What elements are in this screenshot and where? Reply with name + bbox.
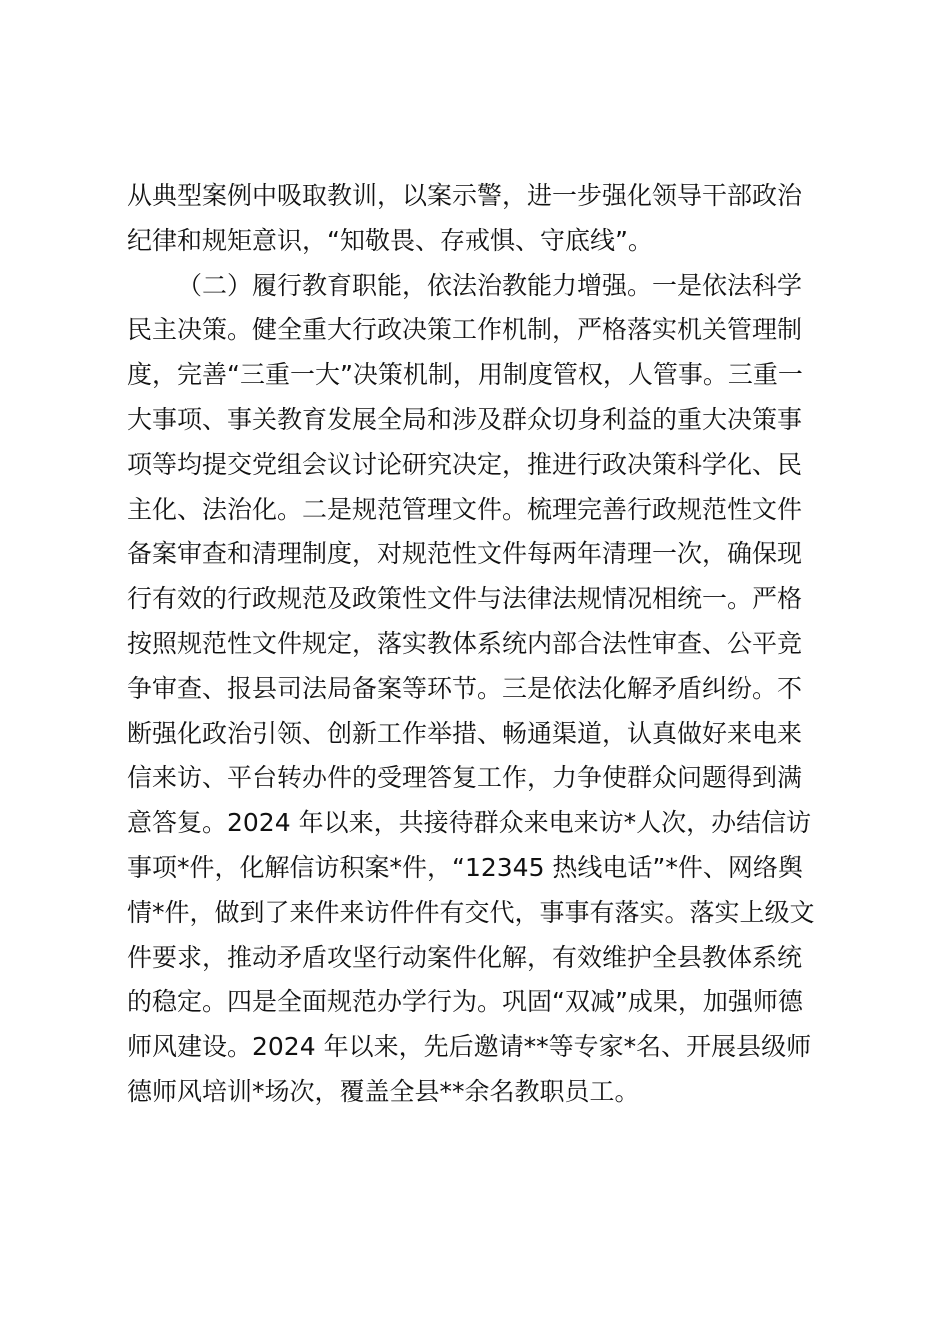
text-line: 件要求，推动矛盾攻坚行动案件化解，有效维护全县教体系统 [127, 942, 803, 972]
text-line: 意答复。2024 年以来，共接待群众来电来访*人次，办结信访 [127, 808, 812, 838]
text-line: 备案审查和清理制度，对规范性文件每两年清理一次，确保现 [127, 539, 803, 569]
text-line: 情*件，做到了来件来访件件有交代，事事有落实。落实上级文 [127, 897, 815, 927]
text-line: 度，完善“三重一大”决策机制，用制度管权，人管事。三重一 [127, 360, 803, 390]
text-line: 项等均提交党组会议讨论研究决定，推进行政决策科学化、民 [127, 449, 803, 479]
text-line: 行有效的行政规范及政策性文件与法律法规情况相统一。严格 [127, 584, 803, 614]
section-heading-line: （二）履行教育职能，依法治教能力增强。一是依法科学 [177, 270, 803, 300]
text-line: 断强化政治引领、创新工作举措、畅通渠道，认真做好来电来 [127, 718, 803, 748]
text-line: 的稳定。四是全面规范办学行为。巩固“双减”成果，加强师德 [127, 987, 803, 1017]
text-line: 从典型案例中吸取教训，以案示警，进一步强化领导干部政治 [127, 181, 803, 210]
text-line: 争审查、报县司法局备案等环节。三是依法化解矛盾纠纷。不 [127, 673, 803, 703]
text-line: 大事项、事关教育发展全局和涉及群众切身利益的重大决策事 [127, 404, 803, 434]
text-line: 主化、法治化。二是规范管理文件。梳理完善行政规范性文件 [127, 494, 803, 524]
text-line: 纪律和规矩意识，“知敬畏、存戒惧、守底线”。 [127, 225, 653, 255]
text-line: 按照规范性文件规定，落实教体系统内部合法性审查、公平竞 [127, 628, 803, 658]
text-line: 信来访、平台转办件的受理答复工作，力争使群众问题得到满 [127, 763, 803, 793]
text-line: 事项*件，化解信访积案*件，“12345 热线电话”*件、网络舆 [127, 852, 803, 882]
text-line: 德师风培训*场次，覆盖全县**余名教职员工。 [127, 1076, 640, 1106]
text-line: 师风建设。2024 年以来，先后邀请**等专家*名、开展县级师 [127, 1032, 812, 1062]
text-line: 民主决策。健全重大行政决策工作机制，严格落实机关管理制 [127, 315, 803, 345]
body-text [127, 174, 827, 1115]
